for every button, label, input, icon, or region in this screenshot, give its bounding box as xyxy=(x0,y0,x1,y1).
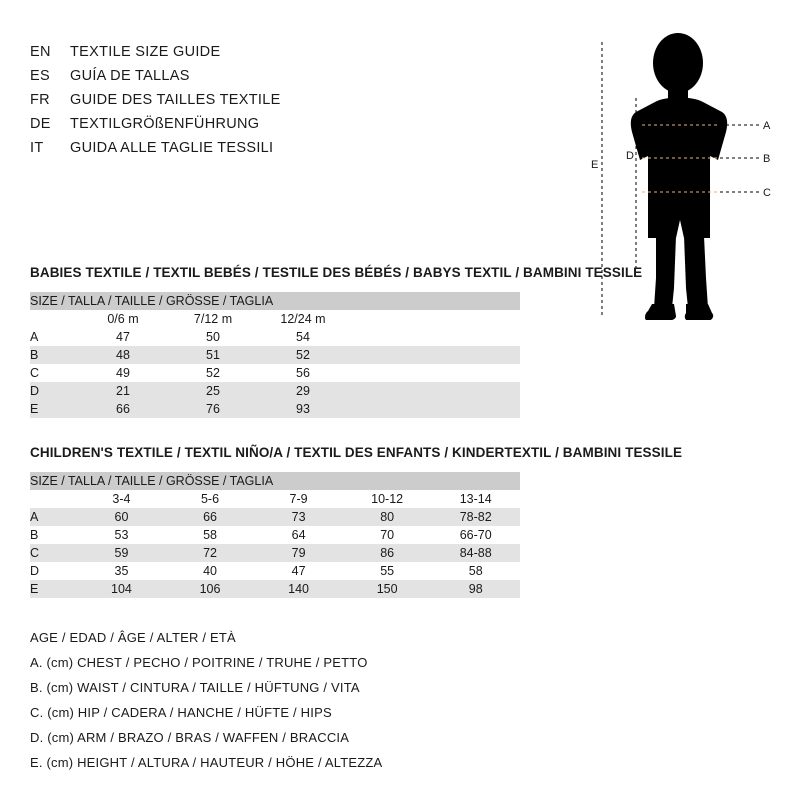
legend-item-e: E. (cm) HEIGHT / ALTURA / HAUTEUR / HÖHE / ALTEZZA xyxy=(30,755,383,770)
babies-section-heading: BABIES TEXTILE / TEXTIL BEBÉS / TESTILE DES BÉBÉS / BABYS TEXTIL / BAMBINI TESSILE xyxy=(30,265,643,280)
cell: 64 xyxy=(254,526,343,544)
cell: 73 xyxy=(254,508,343,526)
cell: 52 xyxy=(168,364,258,382)
row-label: C xyxy=(30,364,78,382)
children-section-heading: CHILDREN'S TEXTILE / TEXTIL NIÑO/A / TEXTIL DES ENFANTS / KINDERTEXTIL / BAMBINI TESSILE xyxy=(30,445,683,460)
cell: 52 xyxy=(258,346,348,364)
column-header: 5-6 xyxy=(166,490,255,508)
cell: 55 xyxy=(343,562,432,580)
row-label: A xyxy=(30,508,77,526)
row-label: B xyxy=(30,346,78,364)
cell: 58 xyxy=(166,526,255,544)
row-label: E xyxy=(30,400,78,418)
cell: 66-70 xyxy=(431,526,520,544)
cell: 140 xyxy=(254,580,343,598)
cell: 47 xyxy=(78,328,168,346)
table-header-row xyxy=(30,310,520,328)
legend-item-c: C. (cm) HIP / CADERA / HANCHE / HÜFTE / HIPS xyxy=(30,705,332,720)
table-row xyxy=(30,526,520,544)
cell: 47 xyxy=(254,562,343,580)
language-code: FR xyxy=(30,92,50,108)
cell: 59 xyxy=(77,544,166,562)
language-title: TEXTILE SIZE GUIDE xyxy=(70,44,221,60)
cell: 104 xyxy=(77,580,166,598)
figure-marker-a: A xyxy=(763,120,771,132)
column-header: 12/24 m xyxy=(258,310,348,328)
spacer-cell xyxy=(348,364,520,382)
children-size-table xyxy=(30,472,520,598)
language-title: GUIDE DES TAILLES TEXTILE xyxy=(70,92,281,108)
cell: 48 xyxy=(78,346,168,364)
cell: 35 xyxy=(77,562,166,580)
legend-title: AGE / EDAD / ÂGE / ALTER / ETÀ xyxy=(30,630,236,645)
cell: 56 xyxy=(258,364,348,382)
cell: 51 xyxy=(168,346,258,364)
cell: 84-88 xyxy=(431,544,520,562)
table-row xyxy=(30,400,520,418)
column-header: 13-14 xyxy=(431,490,520,508)
language-title: TEXTILGRÖßENFÜHRUNG xyxy=(70,116,260,132)
spacer-cell xyxy=(348,328,520,346)
table-row xyxy=(30,580,520,598)
cell: 98 xyxy=(431,580,520,598)
cell: 76 xyxy=(168,400,258,418)
cell: 66 xyxy=(166,508,255,526)
cell: 53 xyxy=(77,526,166,544)
cell: 50 xyxy=(168,328,258,346)
language-title: GUIDA ALLE TAGLIE TESSILI xyxy=(70,140,274,156)
column-header: 7/12 m xyxy=(168,310,258,328)
children-table-title: SIZE / TALLA / TAILLE / GRÖSSE / TAGLIA xyxy=(30,472,520,490)
language-row xyxy=(30,112,450,136)
table-row xyxy=(30,382,520,400)
cell: 93 xyxy=(258,400,348,418)
figure-marker-e: E xyxy=(591,159,599,171)
figure-marker-c: C xyxy=(763,187,771,199)
table-row xyxy=(30,328,520,346)
column-header: 3-4 xyxy=(77,490,166,508)
cell: 106 xyxy=(166,580,255,598)
table-title-row xyxy=(30,292,520,310)
cell: 72 xyxy=(166,544,255,562)
legend-item-b: B. (cm) WAIST / CINTURA / TAILLE / HÜFTUNG / VITA xyxy=(30,680,360,695)
table-header-row xyxy=(30,490,520,508)
spacer-cell xyxy=(348,382,520,400)
row-label: D xyxy=(30,562,77,580)
spacer-cell xyxy=(348,310,520,328)
table-row xyxy=(30,508,520,526)
cell: 25 xyxy=(168,382,258,400)
language-code: EN xyxy=(30,44,51,60)
figure-marker-d: D xyxy=(626,150,634,162)
cell: 58 xyxy=(431,562,520,580)
legend-item-d: D. (cm) ARM / BRAZO / BRAS / WAFFEN / BRACCIA xyxy=(30,730,350,745)
row-label: C xyxy=(30,544,77,562)
language-row xyxy=(30,40,450,64)
column-header: 0/6 m xyxy=(78,310,168,328)
language-row xyxy=(30,88,450,112)
language-code: IT xyxy=(30,140,44,156)
babies-table-title: SIZE / TALLA / TAILLE / GRÖSSE / TAGLIA xyxy=(30,292,520,310)
cell: 21 xyxy=(78,382,168,400)
row-label: E xyxy=(30,580,77,598)
cell: 60 xyxy=(77,508,166,526)
column-header: 7-9 xyxy=(254,490,343,508)
language-title-block xyxy=(30,40,450,160)
column-header: 10-12 xyxy=(343,490,432,508)
cell: 78-82 xyxy=(431,508,520,526)
cell: 29 xyxy=(258,382,348,400)
cell: 79 xyxy=(254,544,343,562)
language-title: GUÍA DE TALLAS xyxy=(70,68,190,84)
legend-item-a: A. (cm) CHEST / PECHO / POITRINE / TRUHE / PETTO xyxy=(30,655,368,670)
child-silhouette-shape xyxy=(631,33,727,320)
cell: 49 xyxy=(78,364,168,382)
cell: 66 xyxy=(78,400,168,418)
table-title-row xyxy=(30,472,520,490)
table-row xyxy=(30,364,520,382)
cell: 80 xyxy=(343,508,432,526)
language-row xyxy=(30,136,450,160)
cell: 70 xyxy=(343,526,432,544)
figure-marker-b: B xyxy=(763,153,771,165)
table-row xyxy=(30,544,520,562)
corner-cell xyxy=(30,310,78,328)
cell: 54 xyxy=(258,328,348,346)
corner-cell xyxy=(30,490,77,508)
language-code: ES xyxy=(30,68,50,84)
cell: 40 xyxy=(166,562,255,580)
table-row xyxy=(30,562,520,580)
measurement-legend xyxy=(30,630,382,780)
row-label: A xyxy=(30,328,78,346)
language-code: DE xyxy=(30,116,51,132)
babies-size-table xyxy=(30,292,520,418)
cell: 86 xyxy=(343,544,432,562)
spacer-cell xyxy=(348,400,520,418)
cell: 150 xyxy=(343,580,432,598)
language-row xyxy=(30,64,450,88)
spacer-cell xyxy=(348,346,520,364)
table-row xyxy=(30,346,520,364)
row-label: B xyxy=(30,526,77,544)
row-label: D xyxy=(30,382,78,400)
